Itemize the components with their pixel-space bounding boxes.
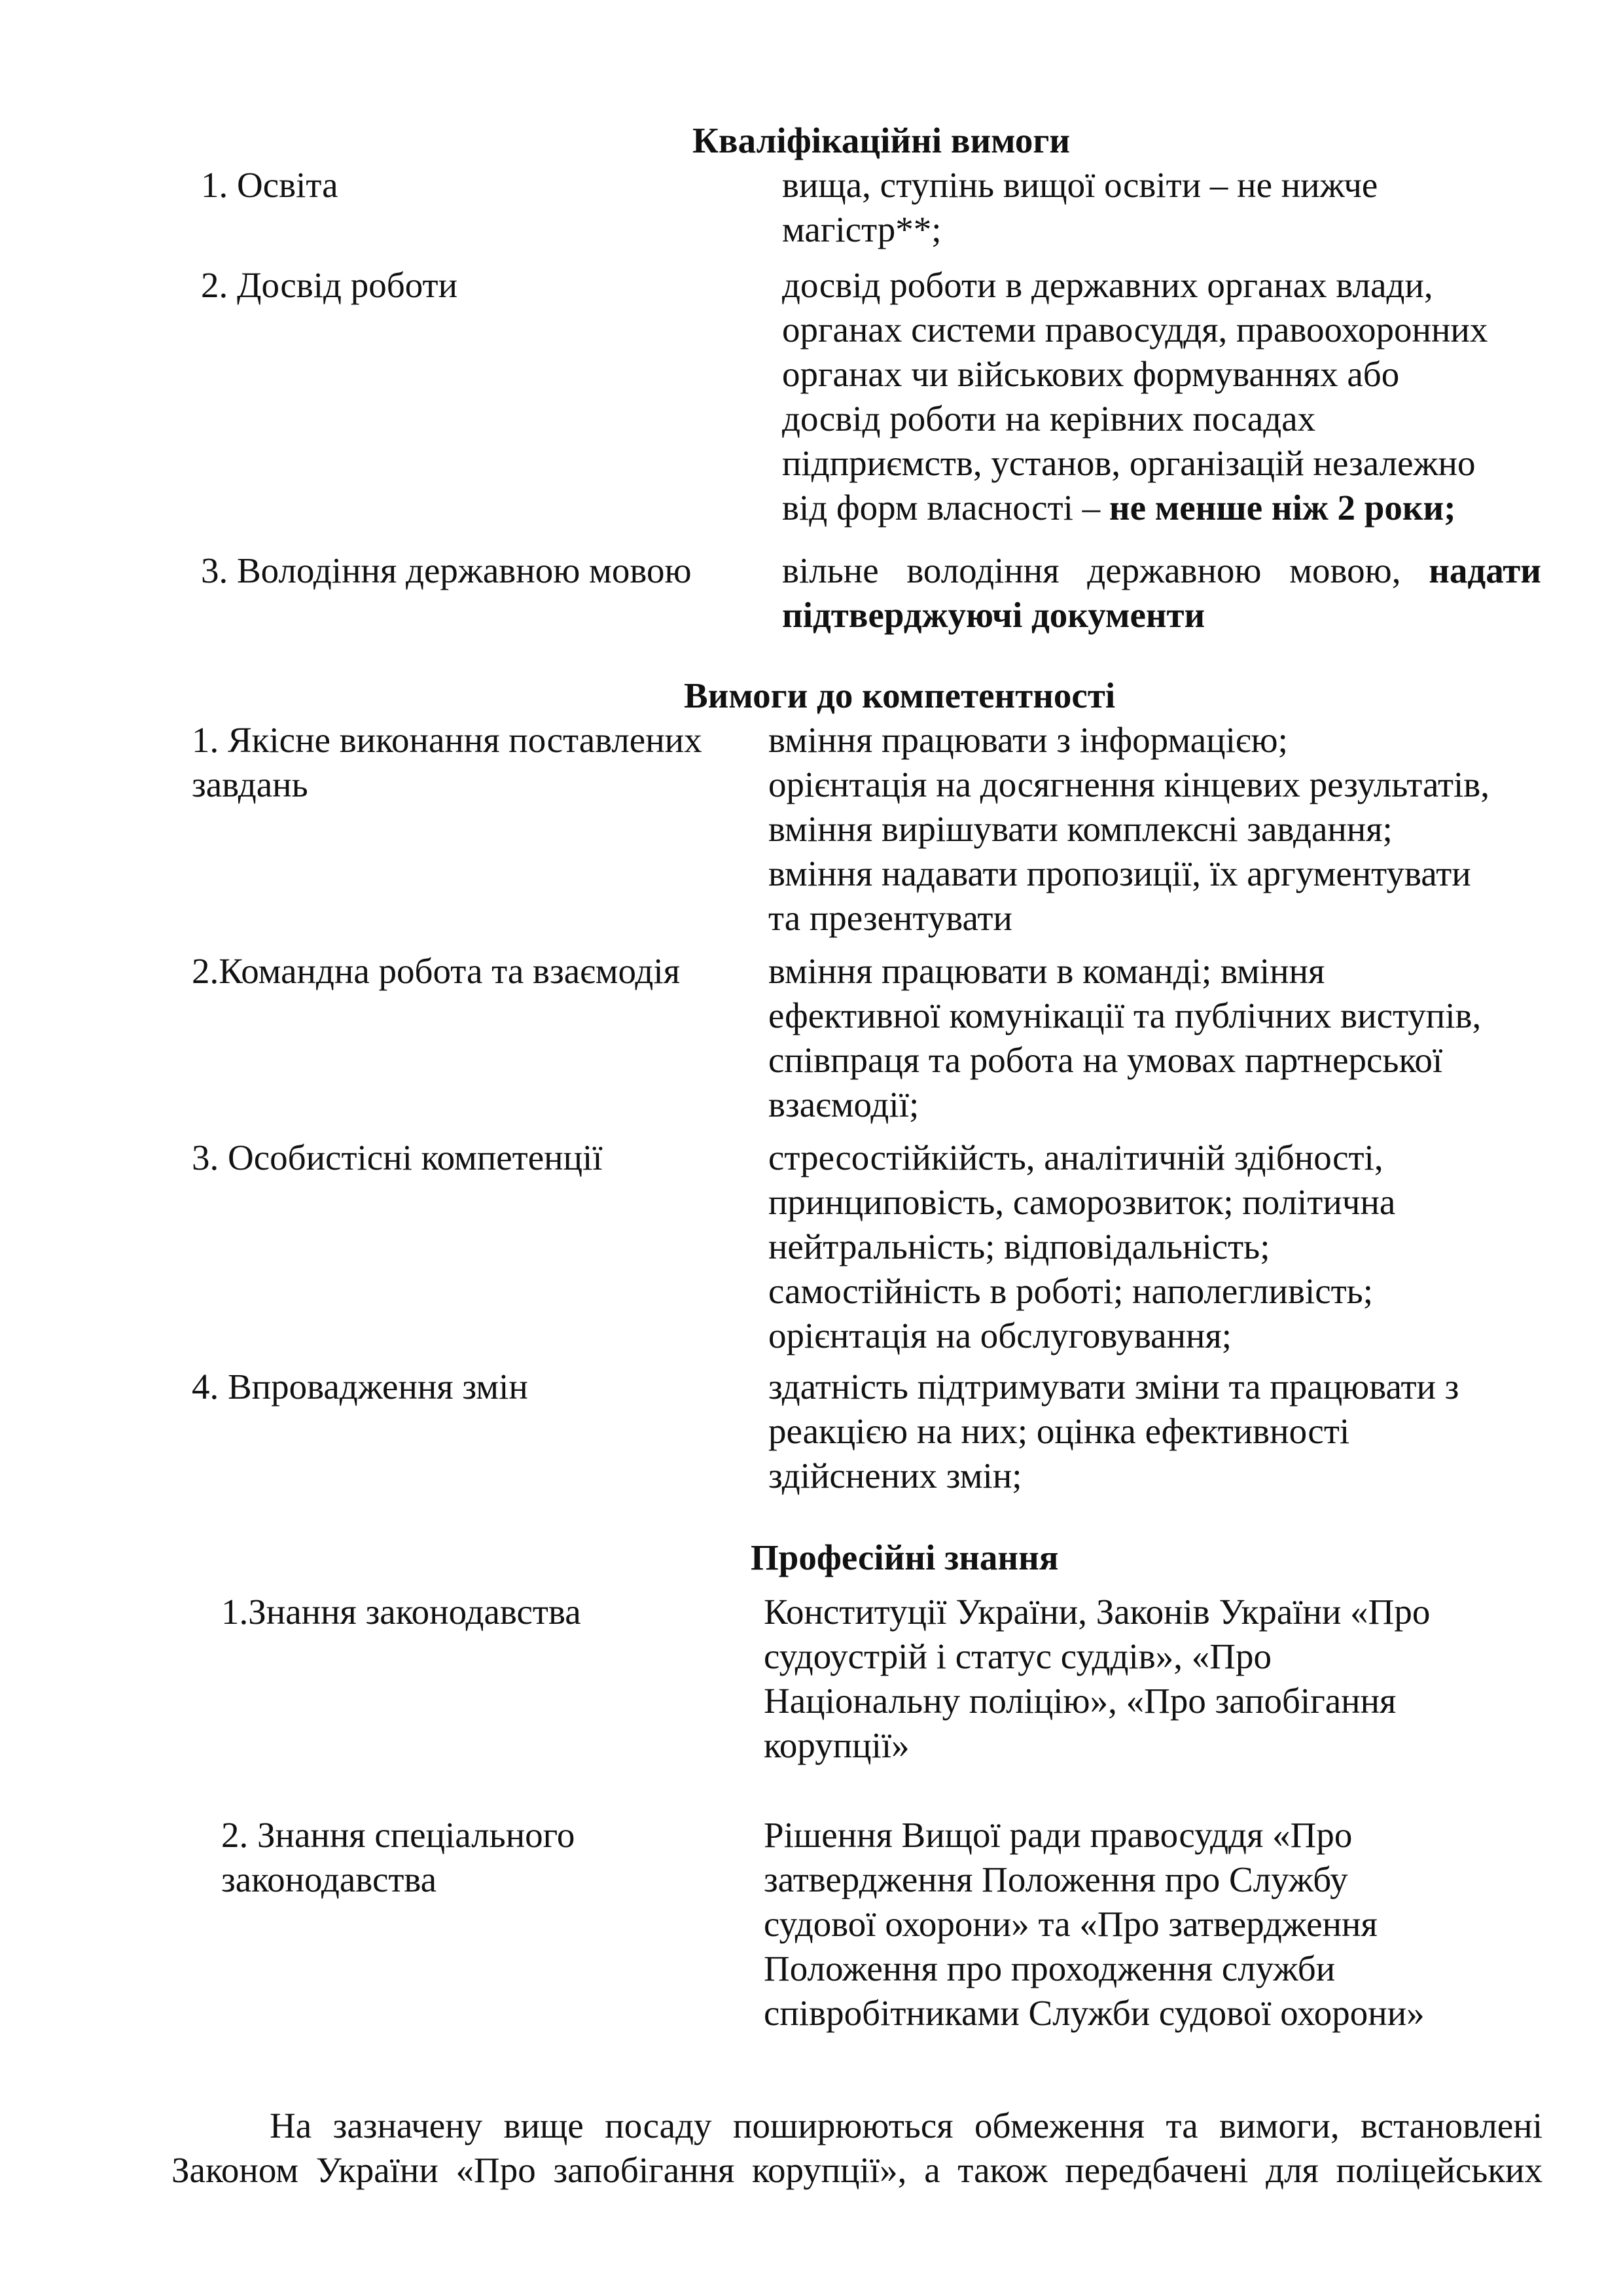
row-label: 2. Досвід роботи: [201, 265, 458, 305]
row-value: вища, ступінь вищої освіти – не нижче магістр**;: [782, 165, 1378, 249]
row-value: стресостійкійсть, аналітичній здібності, принциповість, саморозвиток; політична нейтральність; відповідальність; самостійність в роботі; наполегливість; орієнтація на обслуговування;: [768, 1138, 1396, 1355]
row-label: 2. Знання спеціального законодавства: [221, 1815, 575, 1899]
row-label: 1. Освіта: [201, 165, 338, 205]
row-value: досвід роботи в державних органах влади, органах системи правосуддя, правоохоронних органах чи військових формуваннях або досвід роботи на керівних посадах підприємств, установ, організацій незалежно від форм власності – не менше ніж 2 роки;: [782, 265, 1488, 528]
row-label: 1. Якісне виконання поставлених завдань: [192, 720, 702, 804]
section-title-qualification: Кваліфікаційні вимоги: [692, 120, 1071, 160]
section-title-competence: Вимоги до компетентності: [684, 675, 1116, 715]
row-value: Рішення Вищої ради правосуддя «Про затвердження Положення про Службу судової охорони» та «Про затвердження Положення про проходження служби співробітниками Служби судової охорони»: [764, 1815, 1425, 2033]
row-label: 3. Особистісні компетенції: [192, 1138, 603, 1177]
row-label: 2.Командна робота та взаємодія: [192, 951, 680, 991]
row-value: вміння працювати в команді; вміння ефективної комунікації та публічних виступів, співпраця та робота на умовах партнерської взаємодії;: [768, 951, 1482, 1124]
row-value: Конституції України, Законів України «Про судоустрій і статус суддів», «Про Національну поліцію», «Про запобігання корупції»: [764, 1592, 1431, 1765]
closing-paragraph-line: На зазначену вище посаду поширюються обмеження та вимоги, встановлені: [270, 2106, 1543, 2145]
section-title-knowledge: Професійні знання: [751, 1537, 1059, 1577]
row-label: 3. Володіння державною мовою: [201, 550, 692, 590]
row-value: здатність підтримувати зміни та працювати з реакцією на них; оцінка ефективності здійснених змін;: [768, 1367, 1459, 1496]
row-value: вміння працювати з інформацією; орієнтація на досягнення кінцевих результатів, вміння вирішувати комплексні завдання; вміння надавати пропозиції, їх аргументувати та презентувати: [768, 720, 1490, 938]
row-label: 1.Знання законодавства: [221, 1592, 581, 1632]
row-value: вільне володіння державною мовою, надати підтверджуючі документи: [782, 550, 1541, 635]
closing-paragraph-line: Законом України «Про запобігання корупції», а також передбачені для поліцейських: [171, 2150, 1543, 2190]
row-label: 4. Впровадження змін: [192, 1367, 528, 1407]
